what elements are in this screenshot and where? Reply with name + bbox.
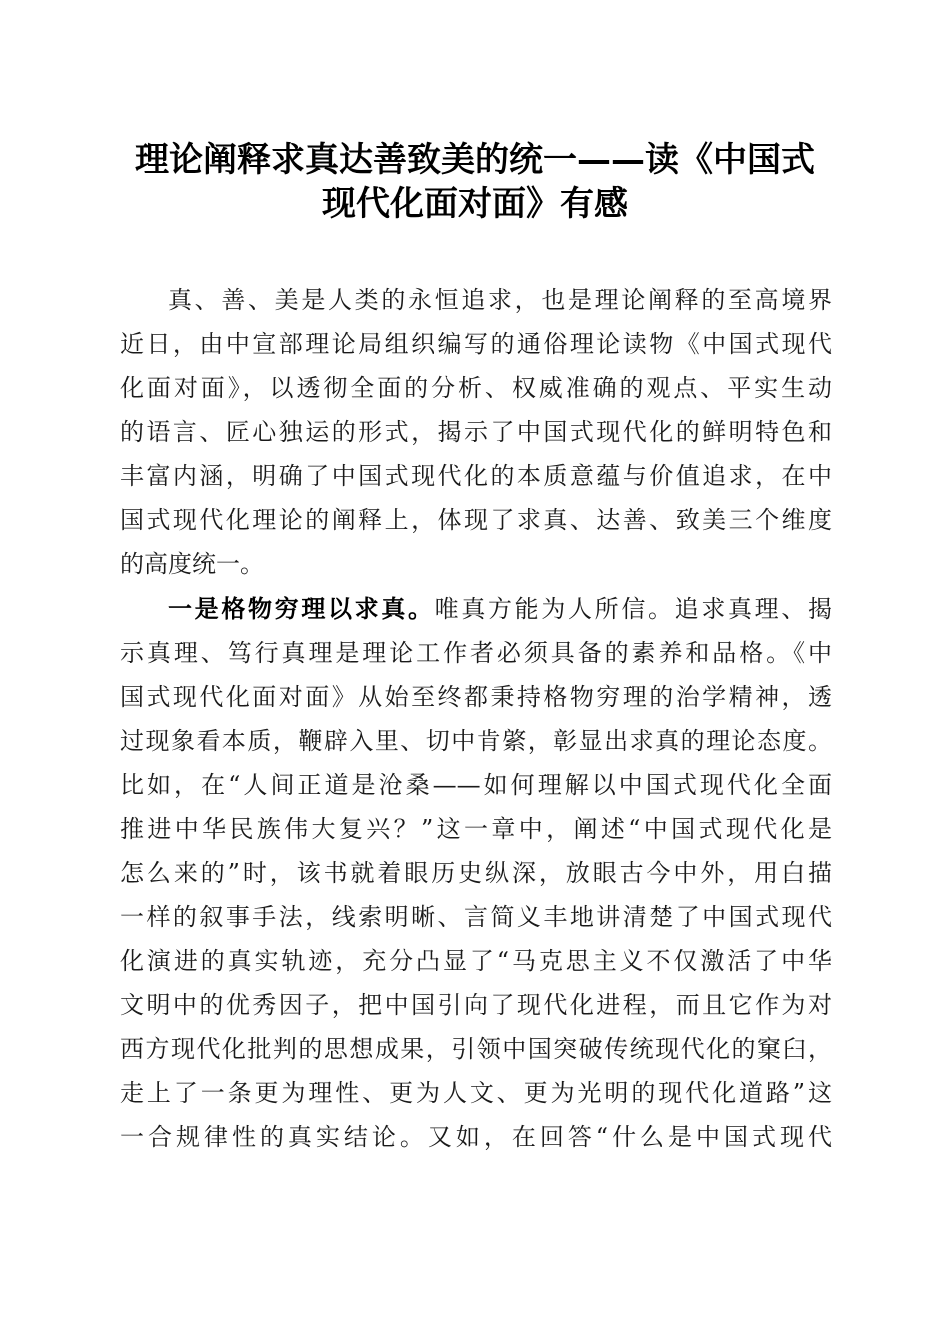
paragraph-line: 的高度统一。 xyxy=(120,550,264,578)
paragraph-line xyxy=(168,593,832,625)
paragraph-line: 一合规律性的真实结论。又如，在回答“什么是中国式现代 xyxy=(120,1123,832,1151)
paragraph-text: 唯真方能为人所信。追求真理、揭 xyxy=(434,595,833,623)
paragraph-line: 国式现代化面对面》从始至终都秉持格物穷理的治学精神，透 xyxy=(120,683,832,711)
paragraph-line: 推进中华民族伟大复兴？”这一章中，阐述“中国式现代化是 xyxy=(120,815,832,843)
section-heading: 一是格物穷理以求真。 xyxy=(168,594,435,623)
paragraph-line: 怎么来的”时，该书就着眼历史纵深，放眼古今中外，用白描 xyxy=(120,859,832,887)
paragraph-line: 丰富内涵，明确了中国式现代化的本质意蕴与价值追求，在中 xyxy=(120,462,832,490)
document-title-line-1: 理论阐释求真达善致美的统一——读《中国式 xyxy=(135,140,815,180)
paragraph-line: 的语言、匠心独运的形式，揭示了中国式现代化的鲜明特色和 xyxy=(120,418,832,446)
document-title-line-2: 现代化面对面》有感 xyxy=(322,184,628,224)
paragraph-line: 文明中的优秀因子，把中国引向了现代化进程，而且它作为对 xyxy=(120,991,832,1019)
paragraph-line: 走上了一条更为理性、更为人文、更为光明的现代化道路”这 xyxy=(120,1079,832,1107)
paragraph-line: 化面对面》，以透彻全面的分析、权威准确的观点、平实生动 xyxy=(120,374,832,402)
paragraph-line: 国式现代化理论的阐释上，体现了求真、达善、致美三个维度 xyxy=(120,506,832,534)
paragraph-line: 真、善、美是人类的永恒追求，也是理论阐释的至高境界 xyxy=(168,286,832,314)
paragraph-line: 化演进的真实轨迹，充分凸显了“马克思主义不仅激活了中华 xyxy=(120,947,832,975)
paragraph-line: 比如，在“人间正道是沧桑——如何理解以中国式现代化全面 xyxy=(120,771,832,799)
paragraph-line: 过现象看本质，鞭辟入里、切中肯綮，彰显出求真的理论态度。 xyxy=(120,727,832,755)
paragraph-line: 西方现代化批判的思想成果，引领中国突破传统现代化的窠臼， xyxy=(120,1035,832,1063)
paragraph-line: 示真理、笃行真理是理论工作者必须具备的素养和品格。《中 xyxy=(120,639,832,667)
paragraph-line: 一样的叙事手法，线索明晰、言简义丰地讲清楚了中国式现代 xyxy=(120,903,832,931)
paragraph-line: 近日，由中宣部理论局组织编写的通俗理论读物《中国式现代 xyxy=(120,330,832,358)
